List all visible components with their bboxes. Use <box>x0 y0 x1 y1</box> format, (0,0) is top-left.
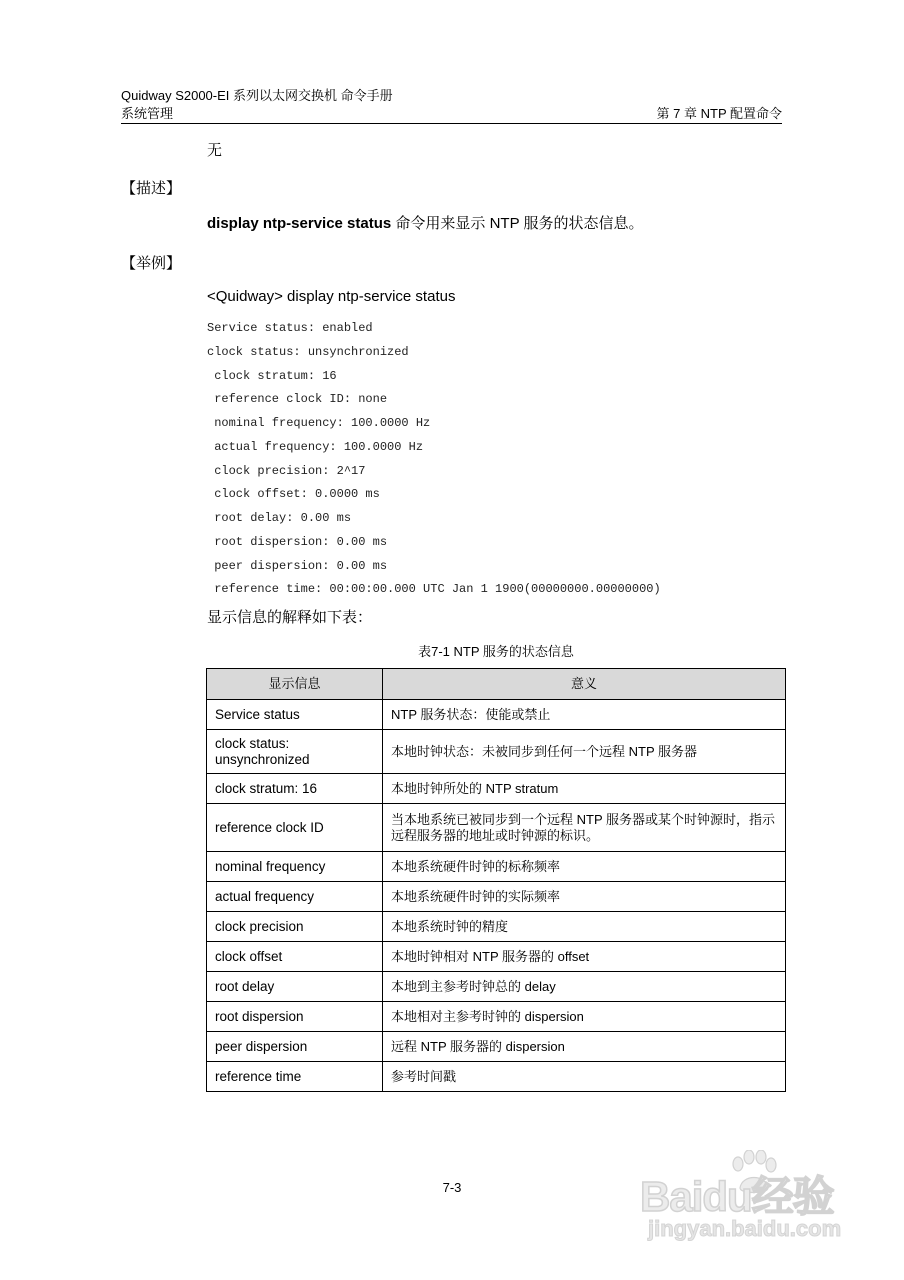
table-cell-meaning: 参考时间戳 <box>383 1062 786 1092</box>
baidu-watermark <box>640 1150 870 1250</box>
table-header-row <box>207 669 786 700</box>
table-row <box>207 1032 786 1062</box>
watermark-logo: Baidu经验 <box>640 1173 834 1220</box>
example-output <box>207 318 661 603</box>
table-cell-info: Service status <box>207 700 383 730</box>
status-table <box>206 668 786 1092</box>
header-chapter: 第 7 章 NTP 配置命令 <box>656 106 782 121</box>
code-line: actual frequency: 100.0000 Hz <box>207 439 424 454</box>
table-row <box>207 882 786 912</box>
code-line: peer dispersion: 0.00 ms <box>207 558 388 573</box>
table-cell-meaning: 本地时钟所处的 NTP stratum <box>383 774 786 804</box>
table-cell-meaning: 当本地系统已被同步到一个远程 NTP 服务器或某个时钟源时，指示远程服务器的地址或时钟源的标识。 <box>383 804 786 852</box>
example-command: <Quidway> display ntp-service status <box>207 288 456 305</box>
explain-text: 显示信息的解释如下表： <box>207 609 373 626</box>
table-row <box>207 1062 786 1092</box>
header-divider <box>121 123 782 124</box>
table-cell-meaning: NTP 服务状态：使能或禁止 <box>383 700 786 730</box>
code-line: reference clock ID: none <box>207 392 388 407</box>
code-line: clock precision: 2^17 <box>207 463 366 478</box>
table-cell-info: reference time <box>207 1062 383 1092</box>
table-cell-meaning: 本地系统硬件时钟的实际频率 <box>383 882 786 912</box>
code-line: Service status: enabled <box>207 321 373 335</box>
code-line: reference time: 00:00:00.000 UTC Jan 1 1900(00000000.00000000) <box>207 582 661 597</box>
watermark-url: jingyan.baidu.com <box>648 1216 842 1241</box>
table-caption: 表7-1 NTP 服务的状态信息 <box>418 644 574 659</box>
code-line: clock offset: 0.0000 ms <box>207 487 380 502</box>
table-row <box>207 1002 786 1032</box>
table-cell-info: root dispersion <box>207 1002 383 1032</box>
table-row <box>207 852 786 882</box>
header-title: Quidway S2000-EI 系列以太网交换机 命令手册 <box>121 88 393 103</box>
section-description-label: 【描述】 <box>121 180 182 197</box>
table-cell-meaning: 本地时钟相对 NTP 服务器的 offset <box>383 942 786 972</box>
table-cell-meaning: 本地相对主参考时钟的 dispersion <box>383 1002 786 1032</box>
header-subtitle: 系统管理 <box>121 106 174 121</box>
code-line: nominal frequency: 100.0000 Hz <box>207 416 431 430</box>
section-example-label: 【举例】 <box>121 255 182 272</box>
table-row <box>207 730 786 774</box>
table-cell-meaning: 本地系统时钟的精度 <box>383 912 786 942</box>
description-text: 命令用来显示 NTP 服务的状态信息。 <box>391 215 644 232</box>
table-row <box>207 774 786 804</box>
table-row <box>207 804 786 852</box>
table-row <box>207 912 786 942</box>
code-line: clock status: unsynchronized <box>207 344 409 359</box>
code-line: root dispersion: 0.00 ms <box>207 534 388 549</box>
table-header-info: 显示信息 <box>207 669 383 700</box>
table-cell-meaning: 本地到主参考时钟总的 delay <box>383 972 786 1002</box>
page-number: 7-3 <box>442 1180 462 1195</box>
table-row <box>207 700 786 730</box>
table-row <box>207 942 786 972</box>
table-header-meaning: 意义 <box>383 669 786 700</box>
table-cell-info: actual frequency <box>207 882 383 912</box>
table-cell-info: clock stratum: 16 <box>207 774 383 804</box>
description-paragraph <box>207 215 643 233</box>
table-cell-info: reference clock ID <box>207 804 383 852</box>
table-row <box>207 972 786 1002</box>
table-cell-meaning: 本地系统硬件时钟的标称频率 <box>383 852 786 882</box>
table-cell-info: clock status: unsynchronized <box>207 730 383 774</box>
table-cell-info: nominal frequency <box>207 852 383 882</box>
table-cell-info: root delay <box>207 972 383 1002</box>
code-line: root delay: 0.00 ms <box>207 511 352 525</box>
table-cell-meaning: 远程 NTP 服务器的 dispersion <box>383 1032 786 1062</box>
intro-text: 无 <box>207 142 223 159</box>
table-cell-info: clock offset <box>207 942 383 972</box>
description-command: display ntp-service status <box>207 215 392 232</box>
code-line: clock stratum: 16 <box>207 368 337 383</box>
table-cell-meaning: 本地时钟状态：未被同步到任何一个远程 NTP 服务器 <box>383 730 786 774</box>
table-body <box>207 700 786 1092</box>
table-cell-info: peer dispersion <box>207 1032 383 1062</box>
table-cell-info: clock precision <box>207 912 383 942</box>
